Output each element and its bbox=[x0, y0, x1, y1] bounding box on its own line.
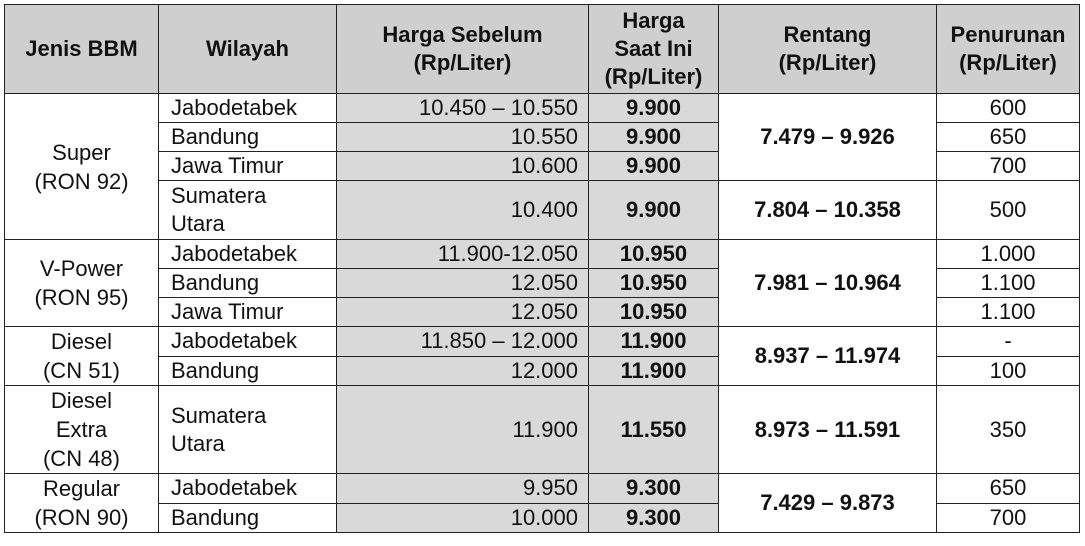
wilayah-line: Bandung bbox=[171, 357, 260, 383]
penurunan-cell: 700 bbox=[937, 152, 1080, 181]
penurunan-cell: 100 bbox=[937, 356, 1080, 386]
harga-sebelum-cell: 12.050 bbox=[337, 269, 589, 298]
jenis-line: Super bbox=[52, 139, 111, 165]
penurunan-cell: - bbox=[937, 327, 1080, 357]
wilayah-line: Jabodetabek bbox=[171, 475, 297, 501]
header-rentang bbox=[719, 5, 937, 94]
header-turun-line-1: Penurunan bbox=[950, 22, 1066, 47]
wilayah-cell bbox=[159, 181, 337, 240]
header-kini-line-1: Harga bbox=[622, 8, 685, 33]
harga-saat-ini-cell: 9.900 bbox=[589, 123, 719, 152]
harga-saat-ini-cell: 9.900 bbox=[589, 181, 719, 240]
penurunan-cell: 350 bbox=[937, 386, 1080, 474]
harga-sebelum-cell: 10.600 bbox=[337, 152, 589, 181]
header-sebelum-line-2: (Rp/Liter) bbox=[413, 50, 512, 75]
header-kini-line-2: Saat Ini bbox=[614, 36, 693, 61]
jenis-line: Diesel bbox=[50, 329, 113, 354]
wilayah-line: Bandung bbox=[171, 124, 260, 149]
wilayah-line: Jabodetabek bbox=[171, 328, 297, 354]
header-jenis bbox=[5, 5, 159, 94]
penurunan-cell: 600 bbox=[937, 94, 1080, 123]
penurunan-cell: 500 bbox=[937, 181, 1080, 240]
table-row bbox=[5, 386, 1080, 474]
jenis-cell bbox=[5, 240, 159, 327]
jenis-line: (CN 48) bbox=[42, 446, 120, 471]
jenis-line: (RON 92) bbox=[34, 168, 129, 194]
wilayah-cell bbox=[159, 123, 337, 152]
harga-saat-ini-cell: 9.300 bbox=[589, 474, 719, 504]
wilayah-line: Bandung bbox=[171, 504, 260, 530]
harga-sebelum-cell: 11.900-12.050 bbox=[337, 240, 589, 269]
wilayah-line: Bandung bbox=[171, 270, 260, 295]
penurunan-cell: 1.100 bbox=[937, 298, 1080, 327]
penurunan-cell: 1.100 bbox=[937, 269, 1080, 298]
wilayah-cell bbox=[159, 94, 337, 123]
wilayah-cell bbox=[159, 386, 337, 474]
penurunan-cell: 650 bbox=[937, 474, 1080, 504]
table-row bbox=[5, 94, 1080, 123]
wilayah-line: Jabodetabek bbox=[171, 95, 297, 120]
header-rentang-line-1: Rentang bbox=[783, 22, 872, 47]
wilayah-line: Utara bbox=[171, 211, 225, 236]
harga-saat-ini-cell: 11.550 bbox=[589, 386, 719, 474]
harga-saat-ini-cell: 10.950 bbox=[589, 298, 719, 327]
harga-saat-ini-cell: 11.900 bbox=[589, 356, 719, 386]
header-harga-saat-ini bbox=[589, 5, 719, 94]
header-rentang-line-2: (Rp/Liter) bbox=[778, 50, 877, 75]
jenis-cell bbox=[5, 474, 159, 533]
wilayah-cell bbox=[159, 152, 337, 181]
wilayah-line: Jawa Timur bbox=[171, 299, 284, 324]
wilayah-cell bbox=[159, 474, 337, 504]
table-row bbox=[5, 181, 1080, 240]
rentang-cell: 8.973 – 11.591 bbox=[719, 386, 937, 474]
rentang-cell: 7.429 – 9.873 bbox=[719, 474, 937, 533]
jenis-line: V-Power bbox=[39, 256, 124, 281]
jenis-line: (RON 90) bbox=[34, 505, 129, 530]
harga-saat-ini-cell: 10.950 bbox=[589, 269, 719, 298]
wilayah-line: Jawa Timur bbox=[171, 153, 284, 178]
header-sebelum-line-1: Harga Sebelum bbox=[382, 22, 543, 47]
wilayah-cell bbox=[159, 298, 337, 327]
header-row bbox=[5, 5, 1080, 94]
wilayah-line: Jabodetabek bbox=[171, 241, 297, 266]
header-wilayah bbox=[159, 5, 337, 94]
jenis-cell bbox=[5, 94, 159, 240]
jenis-line: (RON 95) bbox=[34, 285, 129, 310]
penurunan-cell: 650 bbox=[937, 123, 1080, 152]
header-wilayah-label: Wilayah bbox=[206, 36, 289, 61]
harga-sebelum-cell: 10.450 – 10.550 bbox=[337, 94, 589, 123]
jenis-cell bbox=[5, 386, 159, 474]
harga-sebelum-cell: 11.850 – 12.000 bbox=[337, 327, 589, 357]
penurunan-cell: 1.000 bbox=[937, 240, 1080, 269]
harga-saat-ini-cell: 11.900 bbox=[589, 327, 719, 357]
wilayah-line: Sumatera bbox=[171, 402, 267, 428]
table-row bbox=[5, 240, 1080, 269]
jenis-cell bbox=[5, 327, 159, 386]
wilayah-cell bbox=[159, 356, 337, 386]
wilayah-line: Sumatera bbox=[171, 183, 267, 208]
wilayah-cell bbox=[159, 327, 337, 357]
jenis-line: (CN 51) bbox=[42, 358, 120, 383]
header-jenis-label: Jenis BBM bbox=[25, 36, 138, 61]
harga-sebelum-cell: 10.000 bbox=[337, 503, 589, 533]
wilayah-cell bbox=[159, 503, 337, 533]
harga-saat-ini-cell: 9.900 bbox=[589, 94, 719, 123]
harga-sebelum-cell: 10.400 bbox=[337, 181, 589, 240]
harga-sebelum-cell: 10.550 bbox=[337, 123, 589, 152]
penurunan-cell: 700 bbox=[937, 503, 1080, 533]
harga-saat-ini-cell: 10.950 bbox=[589, 240, 719, 269]
jenis-line: Diesel bbox=[50, 388, 113, 413]
table-row bbox=[5, 327, 1080, 357]
harga-saat-ini-cell: 9.300 bbox=[589, 503, 719, 533]
table-row bbox=[5, 474, 1080, 504]
harga-saat-ini-cell: 9.900 bbox=[589, 152, 719, 181]
rentang-cell: 8.937 – 11.974 bbox=[719, 327, 937, 386]
wilayah-cell bbox=[159, 240, 337, 269]
header-harga-sebelum bbox=[337, 5, 589, 94]
header-turun-line-2: (Rp/Liter) bbox=[959, 50, 1057, 75]
header-kini-line-3: (Rp/Liter) bbox=[604, 64, 703, 89]
jenis-line: Extra bbox=[55, 417, 108, 442]
harga-sebelum-cell: 12.000 bbox=[337, 356, 589, 386]
header-penurunan bbox=[937, 5, 1080, 94]
fuel-price-table bbox=[4, 4, 1080, 533]
jenis-line: Regular bbox=[42, 476, 121, 501]
harga-sebelum-cell: 12.050 bbox=[337, 298, 589, 327]
rentang-cell: 7.479 – 9.926 bbox=[719, 94, 937, 181]
rentang-cell: 7.981 – 10.964 bbox=[719, 240, 937, 327]
harga-sebelum-cell: 11.900 bbox=[337, 386, 589, 474]
harga-sebelum-cell: 9.950 bbox=[337, 474, 589, 504]
wilayah-line: Utara bbox=[171, 430, 225, 456]
rentang-cell: 7.804 – 10.358 bbox=[719, 181, 937, 240]
wilayah-cell bbox=[159, 269, 337, 298]
